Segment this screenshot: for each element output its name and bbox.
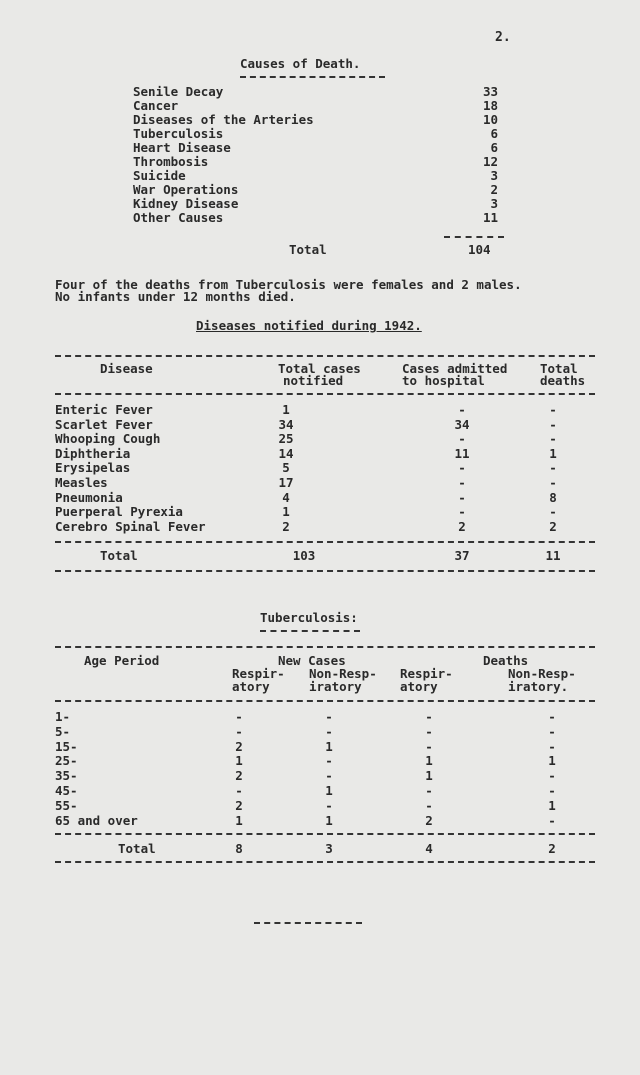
tb-new-nonresp: - [325, 768, 333, 784]
tb-header-nonresp-deaths-1: Non-Resp- [508, 666, 576, 681]
page-number: 2. [495, 30, 511, 45]
cause-value: 18 [482, 98, 498, 113]
notified-deaths: 8 [549, 489, 557, 505]
notified-admitted: - [458, 431, 466, 447]
cause-value: 10 [482, 112, 498, 127]
notified-disease: Puerperal Pyrexia [55, 504, 183, 520]
tb-new-nonresp: - [325, 723, 333, 739]
tb-bottom-rule [55, 861, 595, 863]
cause-value: 6 [490, 140, 498, 155]
tb-new-resp: 1 [235, 753, 243, 769]
notified-count: 2 [282, 518, 290, 534]
tb-age: 5- [55, 723, 71, 739]
tb-deaths-resp: - [425, 709, 433, 724]
notified-header-deaths-2: deaths [540, 373, 586, 388]
cause-value: 33 [482, 84, 498, 99]
notified-admitted: - [458, 489, 466, 505]
cause-label: Senile Decay [133, 84, 224, 99]
notified-deaths: 2 [549, 518, 557, 534]
tb-new-resp: - [235, 783, 243, 798]
notified-header-admitted-1: Cases admitted [402, 361, 508, 376]
tb-deaths-resp: - [425, 797, 433, 813]
tb-header-deaths: Deaths [483, 653, 529, 668]
notified-admitted: 2 [458, 518, 466, 534]
cause-label: Kidney Disease [133, 196, 239, 211]
notified-header-disease: Disease [100, 361, 153, 376]
cause-label: Cancer [133, 98, 179, 113]
tb-new-resp: - [235, 723, 243, 739]
notified-count: 4 [282, 489, 290, 505]
tb-deaths-nonresp: - [548, 738, 556, 754]
notified-deaths: - [549, 504, 557, 520]
notified-deaths: - [549, 416, 557, 432]
cause-label: Tuberculosis [133, 126, 224, 141]
tb-deaths-nonresp: - [548, 783, 556, 798]
causes-title: Causes of Death. [240, 56, 361, 71]
causes-title-rule [240, 76, 385, 78]
cause-value: 2 [490, 182, 498, 197]
notified-title: Diseases notified during 1942. [196, 318, 422, 333]
notified-header-deaths-1: Total [540, 361, 578, 376]
cause-value: 11 [482, 210, 498, 225]
cause-value: 12 [482, 154, 498, 169]
notified-bottom-rule [55, 570, 595, 572]
notified-total-label: Total [100, 548, 138, 563]
cause-label: Diseases of the Arteries [133, 112, 314, 127]
causes-total-label: Total [289, 242, 327, 257]
tb-new-resp: - [235, 709, 243, 724]
tb-header-rule [55, 700, 595, 702]
tb-header-resp-deaths-2: atory [400, 679, 438, 694]
tb-deaths-resp: - [425, 783, 433, 798]
tb-new-nonresp: - [325, 797, 333, 813]
cause-label: Thrombosis [133, 154, 209, 169]
tb-deaths-resp: 2 [425, 812, 433, 828]
tb-header-nonresp-2: iratory [309, 679, 362, 694]
notified-count: 34 [278, 416, 294, 432]
notified-total-rule [55, 541, 595, 543]
cause-label: Other Causes [133, 210, 224, 225]
tb-age: 15- [55, 738, 78, 754]
tb-age: 45- [55, 783, 78, 798]
notified-header-notified-1: Total cases [278, 361, 361, 376]
tb-new-resp: 1 [235, 812, 243, 828]
notified-count: 5 [282, 460, 290, 476]
causes-total-rule [444, 236, 504, 238]
tb-top-rule [55, 646, 595, 648]
tb-title-rule [260, 630, 360, 632]
causes-note-2: No infants under 12 months died. [55, 289, 296, 304]
notified-header-admitted-2: to hospital [402, 373, 485, 388]
notified-deaths: - [549, 431, 557, 447]
cause-label: War Operations [133, 182, 239, 197]
notified-deaths: 1 [549, 445, 557, 461]
notified-admitted: 11 [454, 445, 470, 461]
notified-header-notified-2: notified [283, 373, 344, 388]
cause-label: Heart Disease [133, 140, 231, 155]
tb-new-resp: 2 [235, 797, 243, 813]
notified-count: 1 [282, 504, 290, 520]
notified-disease: Pneumonia [55, 489, 123, 505]
notified-top-rule [55, 355, 595, 357]
tb-header-age: Age Period [84, 653, 160, 668]
tb-deaths-nonresp: - [548, 723, 556, 739]
tb-header-nonresp-deaths-2: iratory. [508, 679, 569, 694]
tb-age: 25- [55, 753, 78, 769]
notified-admitted: - [458, 460, 466, 476]
tb-deaths-resp: 1 [425, 768, 433, 784]
notified-admitted: 34 [454, 416, 470, 432]
notified-admitted: - [458, 475, 466, 490]
tb-deaths-resp: - [425, 738, 433, 754]
tb-deaths-nonresp: 1 [548, 753, 556, 769]
notified-count: 14 [278, 445, 294, 461]
tb-new-resp: 2 [235, 738, 243, 754]
cause-value: 3 [490, 196, 498, 211]
tb-total-deaths-resp: 4 [425, 841, 433, 856]
tb-new-nonresp: 1 [325, 812, 333, 828]
notified-total-admitted: 37 [454, 548, 470, 563]
notified-disease: Diphtheria [55, 445, 131, 461]
tb-age: 65 and over [55, 812, 138, 828]
tb-title: Tuberculosis: [260, 610, 358, 625]
notified-deaths: - [549, 460, 557, 476]
tb-total-new-resp: 8 [235, 841, 243, 856]
tb-header-resp-deaths-1: Respir- [400, 666, 453, 681]
tb-new-nonresp: - [325, 709, 333, 724]
tb-age: 1- [55, 709, 71, 724]
tb-deaths-nonresp: 1 [548, 797, 556, 813]
notified-disease: Erysipelas [55, 460, 131, 476]
tb-header-resp-2: atory [232, 679, 270, 694]
causes-note-1: Four of the deaths from Tuberculosis were females and 2 males. [55, 277, 522, 292]
notified-count: 25 [278, 431, 294, 447]
tb-deaths-nonresp: - [548, 709, 556, 724]
notified-disease: Enteric Fever [55, 402, 153, 417]
tb-new-nonresp: 1 [325, 783, 333, 798]
notified-disease: Whooping Cough [55, 431, 161, 447]
tb-deaths-resp: - [425, 723, 433, 739]
notified-header-rule [55, 393, 595, 395]
notified-deaths: - [549, 402, 557, 417]
tb-header-nonresp-1: Non-Resp- [309, 666, 377, 681]
tb-deaths-nonresp: - [548, 812, 556, 828]
notified-total-notified: 103 [292, 548, 316, 563]
causes-total-value: 104 [468, 242, 491, 257]
end-rule [254, 922, 362, 924]
notified-disease: Cerebro Spinal Fever [55, 518, 206, 534]
tb-age: 35- [55, 768, 78, 784]
notified-count: 1 [282, 402, 290, 417]
notified-deaths: - [549, 475, 557, 490]
notified-admitted: - [458, 402, 466, 417]
notified-admitted: - [458, 504, 466, 520]
tb-deaths-nonresp: - [548, 768, 556, 784]
tb-header-new-cases: New Cases [278, 653, 346, 668]
notified-disease: Measles [55, 475, 108, 490]
tb-total-label: Total [118, 841, 156, 856]
notified-total-deaths: 11 [545, 548, 561, 563]
notified-count: 17 [278, 475, 294, 490]
cause-value: 3 [490, 168, 498, 183]
tb-header-resp-1: Respir- [232, 666, 285, 681]
tb-new-nonresp: 1 [325, 738, 333, 754]
notified-disease: Scarlet Fever [55, 416, 153, 432]
cause-label: Suicide [133, 168, 186, 183]
tb-new-nonresp: - [325, 753, 333, 769]
tb-total-deaths-nonresp: 2 [548, 841, 556, 856]
tb-age: 55- [55, 797, 78, 813]
tb-total-rule [55, 833, 595, 835]
cause-value: 6 [490, 126, 498, 141]
tb-deaths-resp: 1 [425, 753, 433, 769]
tb-total-new-nonresp: 3 [325, 841, 333, 856]
tb-new-resp: 2 [235, 768, 243, 784]
